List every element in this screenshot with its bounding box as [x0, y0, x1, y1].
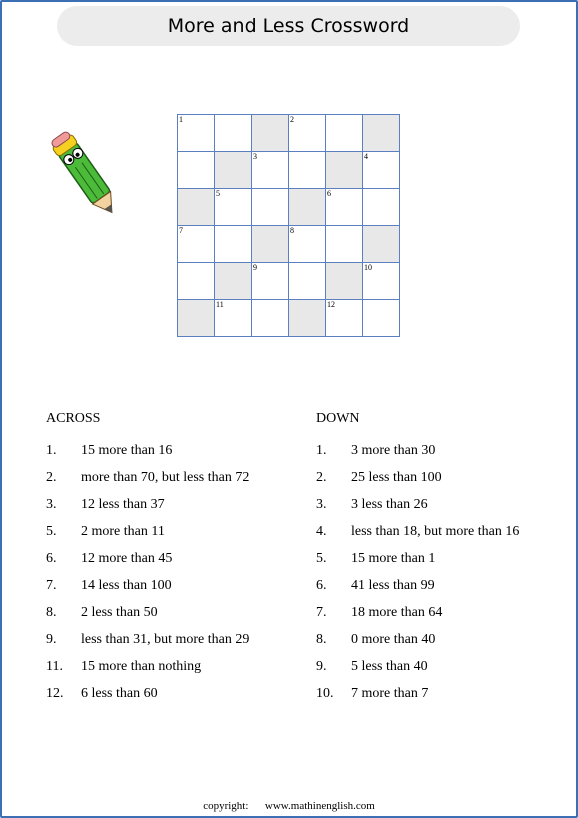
across-clue	[46, 659, 306, 686]
answer-cell[interactable]	[326, 115, 363, 152]
cell-number: 3	[253, 152, 257, 161]
clue-text: 12 less than 37	[81, 497, 165, 512]
shaded-cell	[289, 189, 326, 226]
clue-text: less than 18, but more than 16	[351, 524, 520, 539]
clue-number: 12.	[46, 686, 64, 701]
cell-number: 12	[327, 300, 335, 309]
clue-number: 8.	[316, 632, 327, 647]
shaded-cell	[363, 115, 400, 152]
clue-text: 41 less than 99	[351, 578, 435, 593]
clue-text: 0 more than 40	[351, 632, 436, 647]
clue-number: 9.	[316, 659, 327, 674]
clue-text: 14 less than 100	[81, 578, 172, 593]
down-clue	[316, 605, 566, 632]
across-clue	[46, 578, 306, 605]
answer-cell[interactable]	[252, 300, 289, 337]
answer-cell[interactable]	[363, 189, 400, 226]
shaded-cell	[252, 226, 289, 263]
clue-text: less than 31, but more than 29	[81, 632, 250, 647]
across-clues	[46, 443, 306, 713]
pencil-icon	[48, 128, 118, 228]
across-clue	[46, 443, 306, 470]
answer-cell[interactable]	[215, 189, 252, 226]
down-clue	[316, 659, 566, 686]
across-heading: ACROSS	[46, 411, 101, 426]
answer-cell[interactable]	[178, 152, 215, 189]
down-clue	[316, 443, 566, 470]
clue-number: 7.	[46, 578, 57, 593]
cell-number: 7	[179, 226, 183, 235]
clue-number: 3.	[46, 497, 57, 512]
shaded-cell	[326, 152, 363, 189]
cell-number: 6	[327, 189, 331, 198]
clue-number: 11.	[46, 659, 63, 674]
cell-number: 8	[290, 226, 294, 235]
copyright-label: copyright:	[203, 800, 249, 812]
answer-cell[interactable]	[326, 189, 363, 226]
across-clue	[46, 551, 306, 578]
clue-number: 10.	[316, 686, 334, 701]
shaded-cell	[363, 226, 400, 263]
shaded-cell	[289, 300, 326, 337]
shaded-cell	[215, 152, 252, 189]
answer-cell[interactable]	[252, 152, 289, 189]
clue-text: 15 more than 1	[351, 551, 436, 566]
crossword-grid	[177, 114, 400, 337]
down-clue	[316, 578, 566, 605]
down-heading: DOWN	[316, 411, 360, 426]
across-clue	[46, 605, 306, 632]
answer-cell[interactable]	[289, 263, 326, 300]
down-clues	[316, 443, 566, 713]
clue-number: 1.	[46, 443, 57, 458]
clue-text: 3 less than 26	[351, 497, 428, 512]
answer-cell[interactable]	[363, 300, 400, 337]
shaded-cell	[178, 300, 215, 337]
across-clue	[46, 632, 306, 659]
answer-cell[interactable]	[215, 226, 252, 263]
answer-cell[interactable]	[289, 115, 326, 152]
down-clue	[316, 551, 566, 578]
clue-number: 4.	[316, 524, 327, 539]
clue-number: 1.	[316, 443, 327, 458]
answer-cell[interactable]	[178, 115, 215, 152]
clue-number: 5.	[46, 524, 57, 539]
shaded-cell	[326, 263, 363, 300]
answer-cell[interactable]	[178, 226, 215, 263]
cell-number: 4	[364, 152, 368, 161]
down-clue	[316, 497, 566, 524]
answer-cell[interactable]	[289, 226, 326, 263]
clue-text: 5 less than 40	[351, 659, 428, 674]
page-title: More and Less Crossword	[167, 15, 410, 37]
footer	[0, 800, 578, 812]
cell-number: 2	[290, 115, 294, 124]
clue-text: 25 less than 100	[351, 470, 442, 485]
answer-cell[interactable]	[363, 263, 400, 300]
cell-number: 5	[216, 189, 220, 198]
clue-text: 7 more than 7	[351, 686, 429, 701]
down-clue	[316, 686, 566, 713]
clue-number: 3.	[316, 497, 327, 512]
cell-number: 11	[216, 300, 224, 309]
clue-text: 15 more than 16	[81, 443, 173, 458]
clue-number: 6.	[46, 551, 57, 566]
clue-text: 15 more than nothing	[81, 659, 202, 674]
clue-number: 2.	[46, 470, 57, 485]
across-clue	[46, 524, 306, 551]
clue-text: 2 more than 11	[81, 524, 165, 539]
clue-number: 8.	[46, 605, 57, 620]
across-clue	[46, 686, 306, 713]
answer-cell[interactable]	[215, 300, 252, 337]
down-clue	[316, 632, 566, 659]
clue-number: 9.	[46, 632, 57, 647]
answer-cell[interactable]	[178, 263, 215, 300]
clue-number: 6.	[316, 578, 327, 593]
answer-cell[interactable]	[215, 115, 252, 152]
answer-cell[interactable]	[252, 263, 289, 300]
clue-text: more than 70, but less than 72	[81, 470, 250, 485]
answer-cell[interactable]	[326, 226, 363, 263]
down-clue	[316, 470, 566, 497]
cell-number: 1	[179, 115, 183, 124]
answer-cell[interactable]	[363, 152, 400, 189]
answer-cell[interactable]	[252, 189, 289, 226]
down-clue	[316, 524, 566, 551]
clue-text: 12 more than 45	[81, 551, 173, 566]
clue-text: 3 more than 30	[351, 443, 436, 458]
clue-text: 18 more than 64	[351, 605, 443, 620]
cell-number: 9	[253, 263, 257, 272]
clue-number: 5.	[316, 551, 327, 566]
clue-text: 2 less than 50	[81, 605, 158, 620]
across-clue	[46, 470, 306, 497]
shaded-cell	[252, 115, 289, 152]
title-bar	[57, 6, 520, 46]
clue-number: 7.	[316, 605, 327, 620]
answer-cell[interactable]	[326, 300, 363, 337]
across-clue	[46, 497, 306, 524]
cell-number: 10	[364, 263, 372, 272]
clue-number: 2.	[316, 470, 327, 485]
website-link[interactable]: www.mathinenglish.com	[264, 800, 375, 812]
clue-text: 6 less than 60	[81, 686, 158, 701]
shaded-cell	[178, 189, 215, 226]
answer-cell[interactable]	[289, 152, 326, 189]
shaded-cell	[215, 263, 252, 300]
